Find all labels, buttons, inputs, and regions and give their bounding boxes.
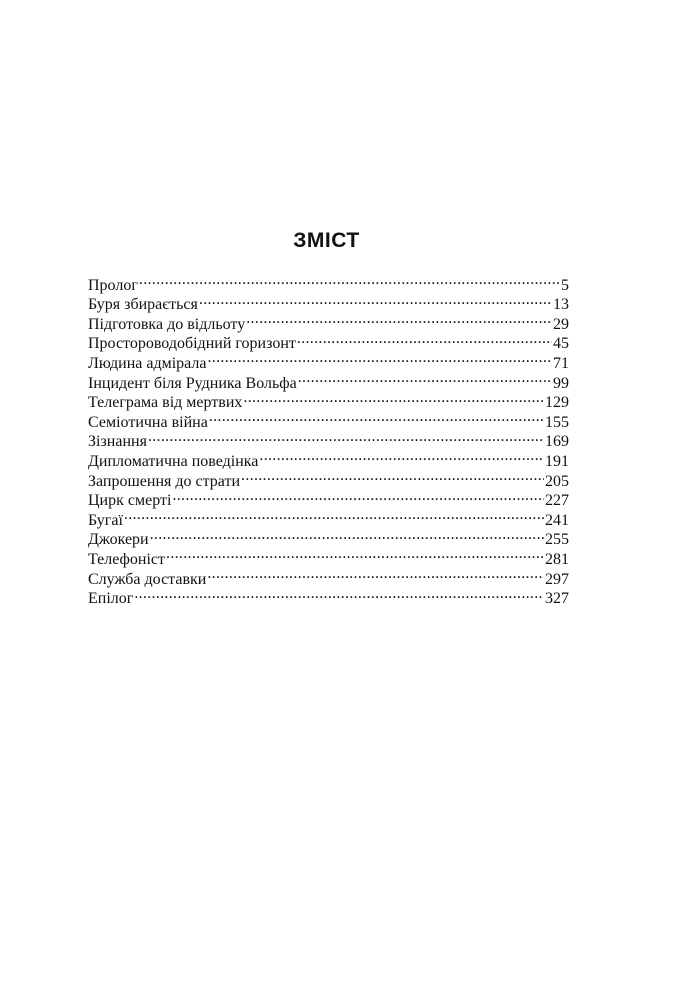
toc-entry-label: Запрошення до страти [88,472,241,490]
dot-leader [208,348,553,368]
toc-entry-page: 5 [561,276,569,294]
toc-entry-page: 155 [545,413,569,431]
toc-entry-label: Пролог [88,276,138,294]
dot-leader [259,446,544,466]
toc-entry-page: 205 [545,472,569,490]
toc-entry [88,505,569,529]
toc-entry-page: 327 [545,590,569,608]
toc-entry-page: 29 [553,315,569,333]
toc-entry [88,290,569,314]
toc-entry [88,525,569,549]
table-of-contents [88,270,569,608]
dot-leader [297,329,552,349]
toc-entry-label: Простороводобідний горизонт [88,335,296,353]
toc-entry-page: 241 [545,511,569,529]
toc-entry-label: Телефоніст [88,550,166,568]
toc-entry-label: Дипломатична поведінка [88,452,259,470]
dot-leader [148,427,544,447]
toc-entry-page: 297 [545,570,569,588]
dot-leader [298,368,552,388]
dot-leader [124,505,544,525]
toc-entry-label: Бугаї [88,511,123,529]
toc-entry-label: Служба доставки [88,570,207,588]
toc-entry [88,584,569,608]
dot-leader [241,466,544,486]
dot-leader [172,486,544,506]
dot-leader [139,270,560,290]
page-title: ЗМІСТ [293,229,360,252]
toc-entry-page: 227 [545,492,569,510]
toc-entry-page: 281 [545,550,569,568]
toc-entry-page: 13 [553,296,569,314]
toc-entry [88,446,569,470]
dot-leader [150,525,544,545]
dot-leader [209,407,544,427]
toc-entry-page: 191 [545,452,569,470]
toc-entry-label: Зізнання [88,433,147,451]
toc-entry-label: Джокери [88,531,149,549]
dot-leader [199,290,552,310]
toc-entry-label: Буря збирається [88,296,198,314]
dot-leader [207,564,544,584]
toc-entry [88,544,569,568]
toc-entry-page: 71 [553,354,569,372]
toc-entry-label: Епілог [88,590,134,608]
toc-entry-page: 129 [545,394,569,412]
toc-entry-label: Людина адмірала [88,354,207,372]
toc-entry-page: 255 [545,531,569,549]
dot-leader [243,388,544,408]
dot-leader [246,309,552,329]
dot-leader [166,544,544,564]
toc-entry-label: Семіотична війна [88,413,208,431]
toc-entry [88,427,569,451]
toc-entry-page: 99 [553,374,569,392]
dot-leader [134,584,544,604]
toc-entry-label: Підготовка до відльоту [88,315,246,333]
toc-entry-label: Телеграма від мертвих [88,394,243,412]
toc-entry-label: Інцидент біля Рудника Вольфа [88,374,297,392]
toc-entry-label: Цирк смерті [88,492,172,510]
toc-entry-page: 45 [553,335,569,353]
toc-entry-page: 169 [545,433,569,451]
toc-entry [88,270,569,294]
